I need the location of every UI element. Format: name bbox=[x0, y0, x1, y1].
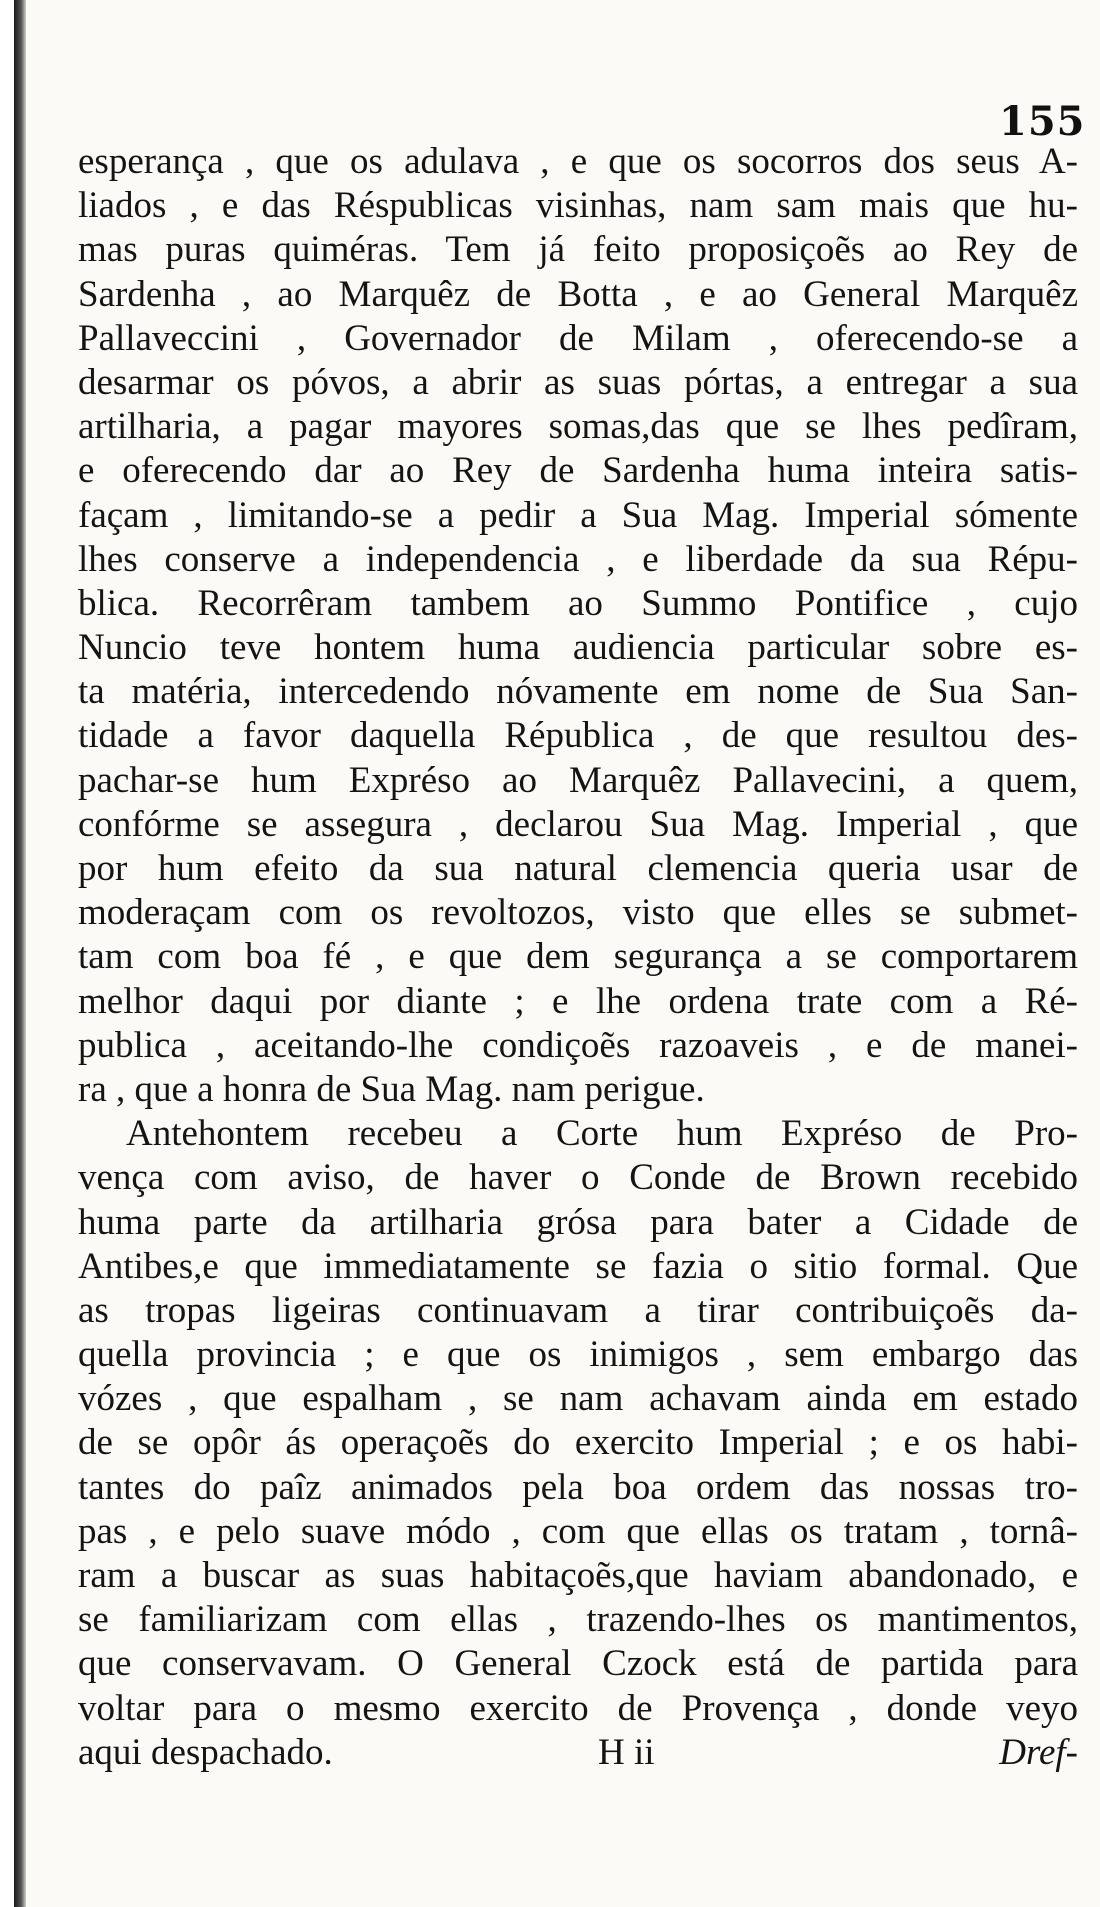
text-line-final bbox=[78, 1731, 1078, 1775]
text-line: as tropas ligeiras continuavam a tirar contribuiçoẽs da- bbox=[78, 1289, 1078, 1331]
text-line: publica , aceitando-lhe condiçoẽs razoaveis , e de manei- bbox=[78, 1024, 1078, 1066]
text-line: voltar para o mesmo exercito de Provença , donde veyo bbox=[78, 1687, 1078, 1729]
text-line: ram a buscar as suas habitaçoẽs,que haviam abandonado, e bbox=[78, 1555, 1078, 1596]
text-line: que conservavam. O General Czock está de partida para bbox=[78, 1643, 1078, 1685]
page-number: 155 bbox=[999, 98, 1086, 145]
text-line: confórme se assegura , declarou Sua Mag. Imperial , que bbox=[78, 803, 1078, 845]
text-line: por hum efeito da sua natural clemencia queria usar de bbox=[78, 848, 1078, 889]
text-line: artilharia, a pagar mayores somas,das que se lhes pedîram, bbox=[78, 406, 1078, 448]
text-line: tam com boa fé , e que dem segurança a se comportarem bbox=[78, 936, 1078, 978]
body-text bbox=[78, 140, 1078, 1775]
text-line: Antehontem recebeu a Corte hum Expréso de Pro- bbox=[126, 1113, 1078, 1155]
signature-mark: H ii bbox=[598, 1731, 655, 1773]
text-line: desarmar os póvos, a abrir as suas pórtas, a entregar a sua bbox=[78, 361, 1078, 403]
text-line: lhes conserve a independencia , e liberdade da sua Répu- bbox=[78, 538, 1078, 580]
text-line: Pallaveccini , Governador de Milam , oferecendo-se a bbox=[78, 317, 1078, 359]
text-line: melhor daqui por diante ; e lhe ordena trate com a Ré- bbox=[78, 980, 1078, 1022]
catchword: Dref- bbox=[999, 1731, 1078, 1773]
text-line: tantes do paîz animados pela boa ordem das nossas tro- bbox=[78, 1466, 1078, 1508]
page-gutter-shadow bbox=[14, 0, 26, 1907]
text-line: ta matéria, intercedendo nóvamente em nome de Sua San- bbox=[78, 671, 1078, 713]
text-line: Nuncio teve hontem huma audiencia particular sobre es- bbox=[78, 627, 1078, 669]
text-line: tidade a favor daquella Républica , de que resultou des- bbox=[78, 715, 1078, 757]
text-line: blica. Recorrêram tambem ao Summo Pontifice , cujo bbox=[78, 582, 1078, 624]
text-line: huma parte da artilharia grósa para bater a Cidade de bbox=[78, 1201, 1078, 1243]
text-line: e oferecendo dar ao Rey de Sardenha huma inteira satis- bbox=[78, 450, 1078, 492]
text-line: vózes , que espalham , se nam achavam ainda em estado bbox=[78, 1378, 1078, 1420]
text-line: se familiarizam com ellas , trazendo-lhes os mantimentos, bbox=[78, 1599, 1078, 1641]
text-line: moderaçam com os revoltozos, visto que elles se submet- bbox=[78, 892, 1078, 934]
text-line: Sardenha , ao Marquêz de Botta , e ao General Marquêz bbox=[78, 273, 1078, 315]
text-line: liados , e das Réspublicas visinhas, nam sam mais que hu- bbox=[78, 185, 1078, 227]
text-line: quella provincia ; e que os inimigos , sem embargo das bbox=[78, 1334, 1078, 1376]
text-line-final-text: aqui despachado. bbox=[78, 1731, 333, 1773]
text-line: ra , que a honra de Sua Mag. nam perigue. bbox=[78, 1068, 705, 1110]
book-page bbox=[14, 0, 1100, 1907]
text-line: pachar-se hum Expréso ao Marquêz Pallavecini, a quem, bbox=[78, 759, 1078, 801]
text-line: esperança , que os adulava , e que os socorros dos seus A- bbox=[78, 141, 1078, 182]
text-line: pas , e pelo suave módo , com que ellas os tratam , tornâ- bbox=[78, 1510, 1078, 1552]
text-line: Antibes,e que immediatamente se fazia o sitio formal. Que bbox=[78, 1245, 1078, 1287]
text-line: façam , limitando-se a pedir a Sua Mag. Imperial sómente bbox=[78, 494, 1078, 536]
text-line: vença com aviso, de haver o Conde de Brown recebido bbox=[78, 1157, 1078, 1199]
text-line: de se opôr ás operaçoẽs do exercito Imperial ; e os habi- bbox=[78, 1422, 1078, 1464]
text-line: mas puras quiméras. Tem já feito proposiçoẽs ao Rey de bbox=[78, 229, 1078, 271]
